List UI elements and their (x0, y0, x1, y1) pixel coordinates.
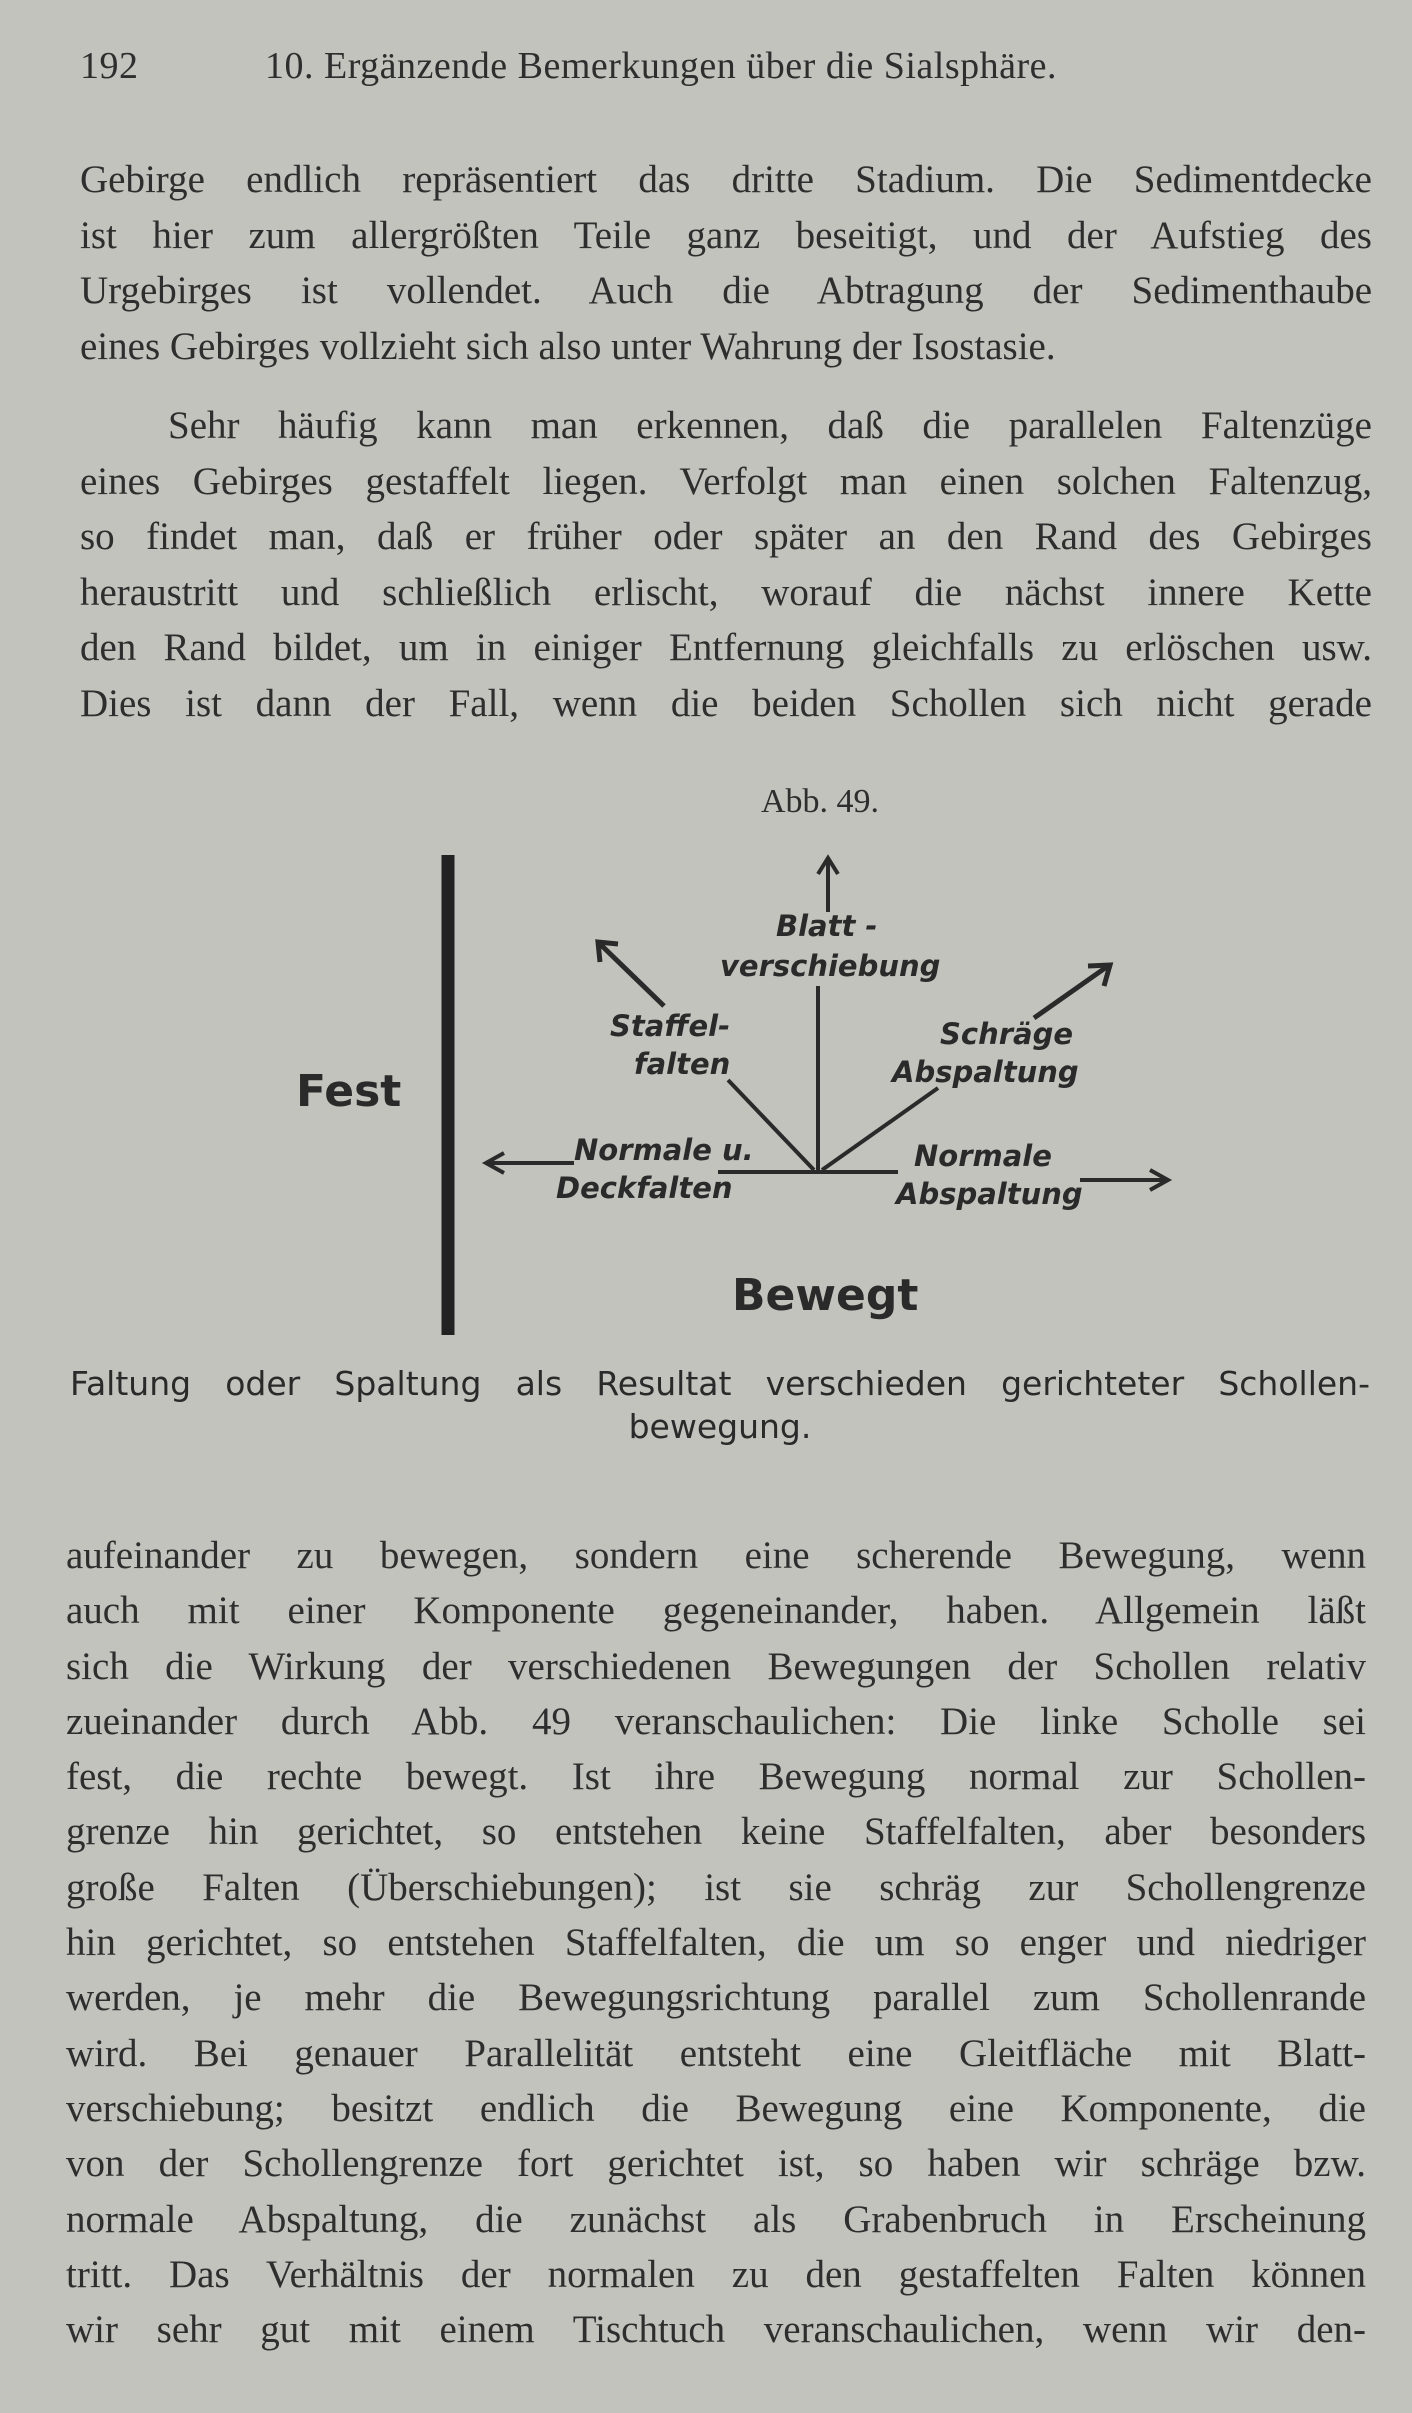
text-line: Gebirge endlich repräsentiert das dritte Stadium. Die Sedimentdecke (80, 158, 1372, 201)
text-line: ist hier zum allergrößten Teile ganz beseitigt, und der Aufstieg des (80, 213, 1372, 257)
text-line: Urgebirges ist vollendet. Auch die Abtragung der Sedimenthaube (80, 269, 1372, 312)
text-line: aufeinander zu bewegen, sondern eine scherende Bewegung, wenn (66, 1534, 1366, 1577)
paragraph-3 (66, 1528, 1366, 2357)
label-staffel-1: Staffel- (610, 1009, 731, 1043)
label-bewegt: Bewegt (732, 1270, 919, 1321)
caption-line: Faltung oder Spaltung als Resultat verschieden gerichteter Schollen- (70, 1364, 1370, 1403)
text-line: Dies ist dann der Fall, wenn die beiden Schollen sich nicht gerade (80, 681, 1372, 725)
text-line: fest, die rechte bewegt. Ist ihre Bewegung normal zur Schollen- (66, 1755, 1366, 1799)
label-normale-absp-1: Normale (914, 1139, 1052, 1173)
text-line: werden, je mehr die Bewegungsrichtung parallel zum Schollenrande (66, 1976, 1366, 2020)
label-schraege-2: Abspaltung (892, 1055, 1079, 1089)
label-blatt-2: verschiebung (720, 949, 941, 983)
arrow-right-icon (1080, 1170, 1168, 1190)
text-line: wird. Bei genauer Parallelität entsteht eine Gleitfläche mit Blatt- (66, 2031, 1366, 2075)
arrow-upright-icon (1034, 965, 1110, 1018)
text-line: zueinander durch Abb. 49 veranschaulichen: Die linke Scholle sei (66, 1699, 1366, 1743)
text-line: große Falten (Überschiebungen); ist sie schräg zur Schollengrenze (66, 1865, 1366, 1909)
text-line: eines Gebirges gestaffelt liegen. Verfolgt man einen solchen Faltenzug, (80, 459, 1372, 503)
text-line: verschiebung; besitzt endlich die Bewegung eine Komponente, die (66, 2086, 1366, 2130)
text-line: auch mit einer Komponente gegeneinander, haben. Allgemein läßt (66, 1589, 1366, 1633)
arrow-left-icon (486, 1153, 574, 1173)
text-line: so findet man, daß er früher oder später an den Rand des Gebirges (80, 515, 1372, 558)
text-line: den Rand bildet, um in einiger Entfernung gleichfalls zu erlöschen usw. (80, 626, 1372, 669)
running-title: 10. Ergänzende Bemerkungen über die Sialsphäre. (265, 45, 1058, 87)
label-staffel-2: falten (634, 1047, 731, 1081)
text-line: normale Abspaltung, die zunächst als Grabenbruch in Erscheinung (66, 2197, 1366, 2241)
label-normale-decke-1: Normale u. (574, 1133, 754, 1167)
text-line: tritt. Das Verhältnis der normalen zu den gestaffelten Falten können (66, 2252, 1366, 2296)
arrow-upleft-icon (598, 942, 664, 1006)
text-line: eines Gebirges vollzieht sich also unter Wahrung der Isostasie. (80, 324, 1056, 368)
label-normale-decke-2: Deckfalten (556, 1171, 733, 1205)
label-fest: Fest (296, 1066, 402, 1117)
arrow-up-icon (818, 858, 838, 912)
caption-line: bewegung. (628, 1407, 812, 1446)
figure-title: Abb. 49. (760, 783, 880, 820)
text-line: heraustritt und schließlich erlischt, worauf die nächst innere Kette (80, 570, 1372, 614)
figure-caption (70, 1362, 1370, 1448)
text-line: hin gerichtet, so entstehen Staffelfalten, die um so enger und niedriger (66, 1921, 1366, 1965)
label-schraege-1: Schräge (940, 1017, 1074, 1051)
text-line: grenze hin gerichtet, so entstehen keine Staffelfalten, aber besonders (66, 1810, 1366, 1854)
text-line: sich die Wirkung der verschiedenen Bewegungen der Schollen relativ (66, 1644, 1366, 1688)
label-blatt-1: Blatt - (776, 909, 878, 943)
text-line: wir sehr gut mit einem Tischtuch veranschaulichen, wenn wir den- (66, 2308, 1366, 2352)
text-line: von der Schollengrenze fort gerichtet ist, so haben wir schräge bzw. (66, 2142, 1366, 2186)
label-normale-absp-2: Abspaltung (896, 1177, 1083, 1211)
text-line: Sehr häufig kann man erkennen, daß die parallelen Faltenzüge (168, 404, 1372, 447)
page-number: 192 (80, 45, 139, 87)
